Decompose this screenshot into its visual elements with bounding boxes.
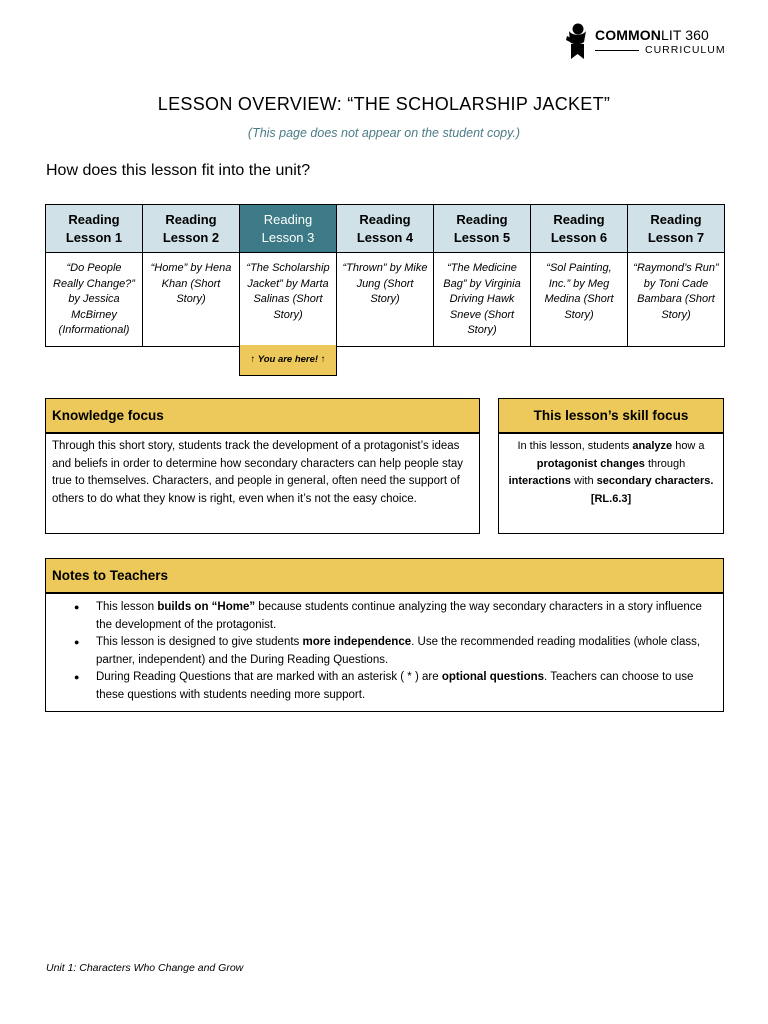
lessons-text-row <box>46 253 725 347</box>
notes-item-2: ● This lesson is designed to give students more independence. Use the recommended reading modalities (whole class, partner, independent) and the During Reading Questions. <box>96 634 713 669</box>
lesson-header-7: Reading Lesson 7 <box>628 205 725 253</box>
page-subtitle: (This page does not appear on the student copy.) <box>247 126 521 140</box>
lessons-header-row <box>46 205 725 253</box>
page-footer: Unit 1: Characters Who Change and Grow <box>46 962 244 974</box>
lesson-header-6: Reading Lesson 6 <box>531 205 628 253</box>
logo-subtitle: CURRICULUM <box>645 44 726 56</box>
lesson-header-2: Reading Lesson 2 <box>143 205 240 253</box>
lesson-header-1: Reading Lesson 1 <box>46 205 143 253</box>
lesson-text-5: “The Medicine Bag” by Virginia Driving Hawk Sneve (Short Story) <box>434 253 531 347</box>
lessons-table <box>45 204 725 347</box>
lesson-header-5: Reading Lesson 5 <box>434 205 531 253</box>
skill-focus-body: In this lesson, students analyze how a protagonist changes through interactions with secondary characters. [RL.6.3] <box>498 433 724 534</box>
lesson-text-3: “The Scholarship Jacket” by Marta Salinas (Short Story) <box>240 253 337 347</box>
skill-focus-heading: This lesson’s skill focus <box>498 398 724 433</box>
lesson-text-1: “Do People Really Change?” by Jessica McBirney (Informational) <box>46 253 143 347</box>
lesson-header-4: Reading Lesson 4 <box>337 205 434 253</box>
notes-body <box>45 593 724 712</box>
reader-figure-icon <box>563 22 591 60</box>
knowledge-focus-body: Through this short story, students track the development of a protagonist’s ideas and beliefs in order to determine how secondary characters can help people stay true to themselves. Characters, and people in general, often need the support of others to do what they know is right, even when it’s not the easy choice. <box>45 433 480 534</box>
lesson-header-3-current: Reading Lesson 3 <box>240 205 337 253</box>
notes-item-1: ● This lesson builds on “Home” because students continue analyzing the way secondary characters in a story influence the development of the protagonist. <box>96 599 713 634</box>
notes-list <box>96 599 713 704</box>
lesson-text-4: “Thrown” by Mike Jung (Short Story) <box>337 253 434 347</box>
notes-item-3: ● During Reading Questions that are marked with an asterisk ( * ) are optional questions. Teachers can choose to use these questions with students needing more support. <box>96 669 713 704</box>
lesson-text-7: “Raymond’s Run” by Toni Cade Bambara (Short Story) <box>628 253 725 347</box>
lesson-text-2: “Home” by Hena Khan (Short Story) <box>143 253 240 347</box>
knowledge-focus-heading: Knowledge focus <box>45 398 480 433</box>
notes-heading: Notes to Teachers <box>45 558 724 593</box>
logo-rule <box>595 50 639 51</box>
you-are-here-badge: ↑ You are here! ↑ <box>239 345 337 376</box>
commonlit-logo <box>563 22 733 60</box>
page-title: LESSON OVERVIEW: “THE SCHOLARSHIP JACKET” <box>157 94 611 114</box>
logo-brand: COMMONLIT 360 <box>595 27 709 43</box>
lesson-text-6: “Sol Painting, Inc.” by Meg Medina (Short Story) <box>531 253 628 347</box>
section-question: How does this lesson fit into the unit? <box>46 162 311 179</box>
